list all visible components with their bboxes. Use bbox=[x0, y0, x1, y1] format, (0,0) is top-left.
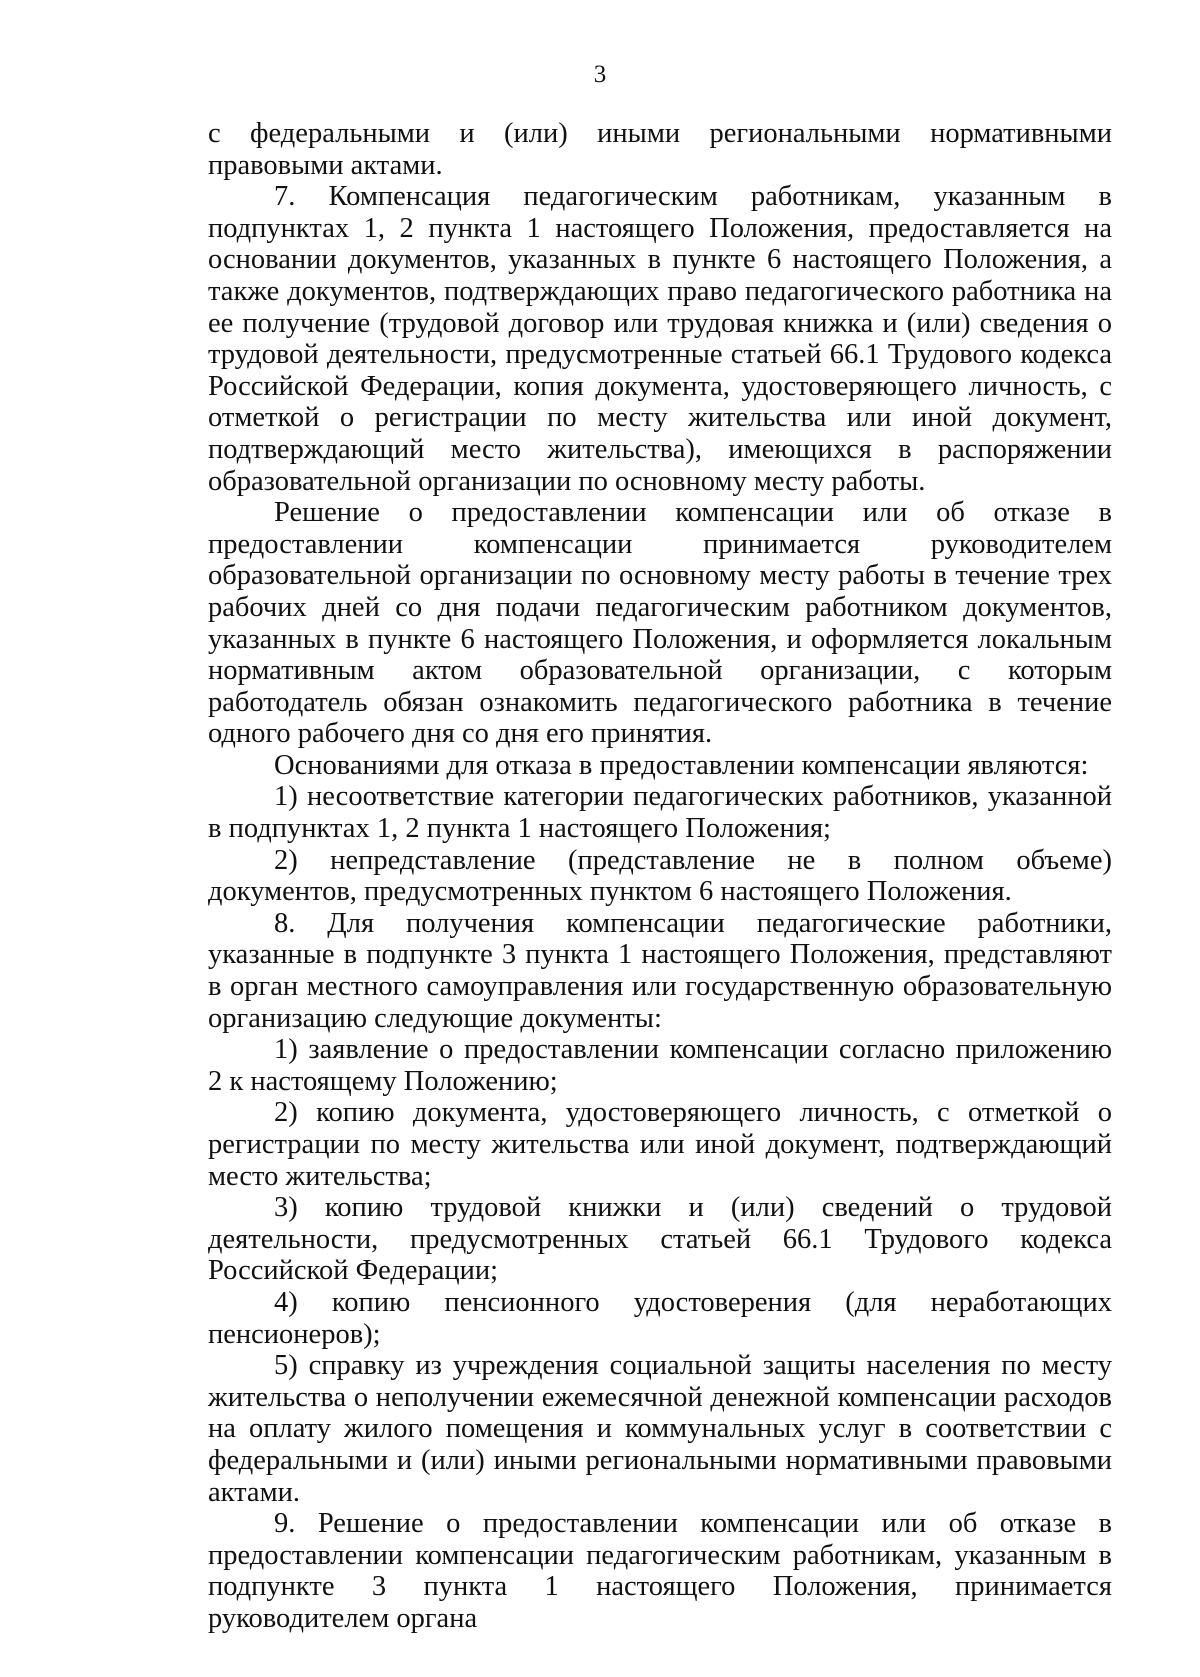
list-item-document-5: 5) справку из учреждения социальной защиты населения по месту жительства о неполучении ежемесячной денежной компенсации расходов на оплату жилого помещения и коммунальных услуг в соответствии с федеральными и (или) иными региональными нормативными правовыми актами. bbox=[208, 1350, 1112, 1508]
list-item-refusal-1: 1) несоответствие категории педагогических работников, указанной в подпунктах 1, 2 пункта 1 настоящего Положения; bbox=[208, 781, 1112, 845]
paragraph-item-9: 9. Решение о предоставлении компенсации или об отказе в предоставлении компенсации педагогическим работникам, указанным в подпункте 3 пункта 1 настоящего Положения, принимается руководителем органа bbox=[208, 1508, 1112, 1634]
list-item-document-2: 2) копию документа, удостоверяющего личность, с отметкой о регистрации по месту жительства или иной документ, подтверждающий место жительства; bbox=[208, 1097, 1112, 1192]
paragraph-refusal-grounds: Основаниями для отказа в предоставлении компенсации являются: bbox=[274, 749, 1089, 781]
paragraph-continuation: с федеральными и (или) иными региональными нормативными правовыми актами. bbox=[208, 118, 1112, 181]
paragraph-item-7: 7. Компенсация педагогическим работникам, указанным в подпунктах 1, 2 пункта 1 настоящего Положения, предоставляется на основании документов, указанных в пункте 6 настоящего Положения, а также документов, подтверждающих право педагогического работника на ее получение (трудовой договор или трудовая книжка и (или) сведения о трудовой деятельности, предусмотренные статьей 66.1 Трудового кодекса Российской Федерации, копия документа, удостоверяющего личность, с отметкой о регистрации по месту жительства или иной документ, подтверждающий место жительства), имеющихся в распоряжении образовательной организации по основному месту работы. bbox=[208, 181, 1112, 497]
paragraph-decision: Решение о предоставлении компенсации или об отказе в предоставлении компенсации принимается руководителем образовательной организации по основному месту работы в течение трех рабочих дней со дня подачи педагогическим работником документов, указанных в пункте 6 настоящего Положения, и оформляется локальным нормативным актом образовательной организации, с которым работодатель обязан ознакомить педагогического работника в течение одного рабочего дня со дня его принятия. bbox=[208, 497, 1112, 750]
list-item-refusal-2: 2) непредставление (представление не в полном объеме) документов, предусмотренных пунктом 6 настоящего Положения. bbox=[208, 844, 1112, 908]
page-number: 3 bbox=[593, 61, 607, 88]
list-item-document-4: 4) копию пенсионного удостоверения (для неработающих пенсионеров); bbox=[208, 1286, 1112, 1350]
paragraph-item-8: 8. Для получения компенсации педагогические работники, указанные в подпункте 3 пункта 1 настоящего Положения, представляют в орган местного самоуправления или государственную образовательную организацию следующие документы: bbox=[208, 907, 1112, 1034]
list-item-document-3: 3) копию трудовой книжки и (или) сведений о трудовой деятельности, предусмотренных статьей 66.1 Трудового кодекса Российской Федерации; bbox=[208, 1192, 1112, 1287]
list-item-document-1: 1) заявление о предоставлении компенсации согласно приложению 2 к настоящему Положению; bbox=[208, 1034, 1112, 1097]
document-body bbox=[208, 118, 1112, 1635]
